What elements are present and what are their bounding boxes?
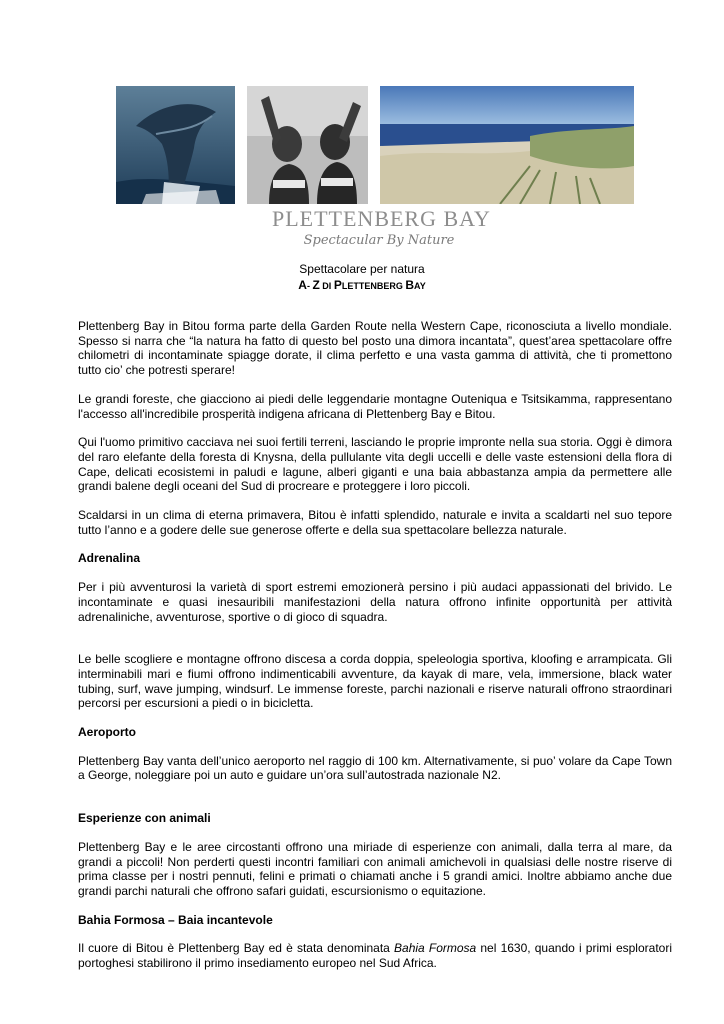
section-heading-animali: Esperienze con animali bbox=[78, 811, 211, 826]
bahia-paragraph bbox=[78, 941, 672, 970]
document-subtitle: Spettacolare per natura bbox=[299, 262, 425, 276]
logo-tagline: Spectacular By Nature bbox=[303, 233, 455, 248]
logo-title: PLETTENBERG BAY bbox=[272, 206, 491, 231]
title-part: LETTENBERG bbox=[341, 281, 406, 291]
title-part: B bbox=[405, 278, 415, 292]
title-part: DI bbox=[319, 281, 334, 291]
section-heading-aeroporto: Aeroporto bbox=[78, 725, 136, 740]
document-body bbox=[78, 319, 672, 985]
title-part: Z bbox=[312, 278, 320, 292]
title-part: A bbox=[298, 278, 307, 292]
adrenalina-paragraph: Per i più avventurosi la varietà di sport estremi emozionerà persino i più audaci appassionati del brivido. Le incontaminate e quasi inesauribili manifestazioni della natura offrono infinite opportunità per attività adrenaliniche, avventurose, sportive o di gioco di squadra. bbox=[78, 580, 672, 624]
plettenberg-bay-logo bbox=[272, 206, 491, 250]
intro-paragraph: Le grandi foreste, che giacciono ai piedi delle leggendarie montagne Outeniqua e Tsitsikamma, rappresentano l'accesso all'incredibile prosperità indigena africana di Plettenberg Bay e Bitou. bbox=[78, 391, 672, 421]
intro-paragraph: Plettenberg Bay in Bitou forma parte della Garden Route nella Western Cape, riconosciuta a livello mondiale. Spesso si narra che “la natura ha fatto di questo bel posto una dimora incantata”, quest’area spettacolare offre chilometri di incontaminate spiagge dorate, il clima perfetto e una vasta gamma di attività, che ti promettono tutto cio’ che potresti sperare! bbox=[78, 319, 672, 378]
title-part: AY bbox=[414, 281, 426, 291]
bahia-formosa-emphasis: Bahia Formosa bbox=[394, 941, 477, 956]
bahia-text: Il cuore di Bitou è Plettenberg Bay ed è stata denominata bbox=[78, 941, 395, 956]
document-title bbox=[0, 277, 724, 294]
section-heading-adrenalina: Adrenalina bbox=[78, 551, 141, 566]
beach-dunes-photo bbox=[380, 86, 634, 204]
section-heading-bahia: Bahia Formosa – Baia incantevole bbox=[78, 912, 273, 927]
animali-paragraph: Plettenberg Bay e le aree circostanti offrono una miriade di esperienze con animali, dalla terra al mare, da grandi a piccoli! Non perderti questi incontri familiari con animali amichevoli in qualsiasi delle nostre riserve di prima classe per i nostri pennuti, felini e primati o chiamati anche i 5 grandi amici. Inoltre abbiamo anche due grandi parchi naturali che offrono safari guidati, escursionismo o equitazione. bbox=[78, 839, 672, 898]
adrenalina-paragraph: Le belle scogliere e montagne offrono discesa a corda doppia, speleologia sportiva, kloofing e arrampicata. Gli interminabili mari e fiumi offrono indimenticabili avventure, da kayak di mare, vela, immersione, black water tubing, surf, wave jumping, windsurf. Le immense foreste, parchi nazionali e riserve naturali offrono straordinari percorsi per escursioni a piedi o in bicicletta. bbox=[78, 652, 672, 711]
bahia-text: nel 1630, quando i primi esploratori portoghesi stabilirono il primo insediamento europeo nel Sud Africa. bbox=[78, 941, 672, 971]
whale-tail-photo bbox=[116, 86, 235, 204]
cheering-women-photo bbox=[247, 86, 368, 204]
header-photo-strip bbox=[116, 86, 634, 204]
intro-paragraph: Scaldarsi in un clima di eterna primavera, Bitou è infatti splendido, naturale e invita a scaldarti nel suo tepore tutto l’anno e a godere delle sue generose offerte e della sua spettacolare bellezza naturale. bbox=[78, 508, 672, 537]
spacer bbox=[78, 638, 672, 652]
title-part: - bbox=[306, 281, 313, 291]
spacer bbox=[78, 797, 672, 811]
aeroporto-paragraph: Plettenberg Bay vanta dell’unico aeroporto nel raggio di 100 km. Alternativamente, si puo’ volare da Cape Town a George, noleggiare poi un auto e guidare un’ora sull’autostrada nazionale N2. bbox=[78, 753, 672, 783]
intro-paragraph: Qui l'uomo primitivo cacciava nei suoi fertili terreni, lasciando le proprie impronte nella sua storia. Oggi è dimora del raro elefante della foresta di Knysna, della pullulante vita degli uccelli e delle vaste estensioni della flora di Cape, delicati ecosistemi in paludi e lagune, alberi giganti e una baia abbastanza ampia da permettere alle grandi balene degli oceani del Sud di procreare e proteggere i loro piccoli. bbox=[78, 435, 672, 494]
title-part: P bbox=[333, 278, 342, 292]
